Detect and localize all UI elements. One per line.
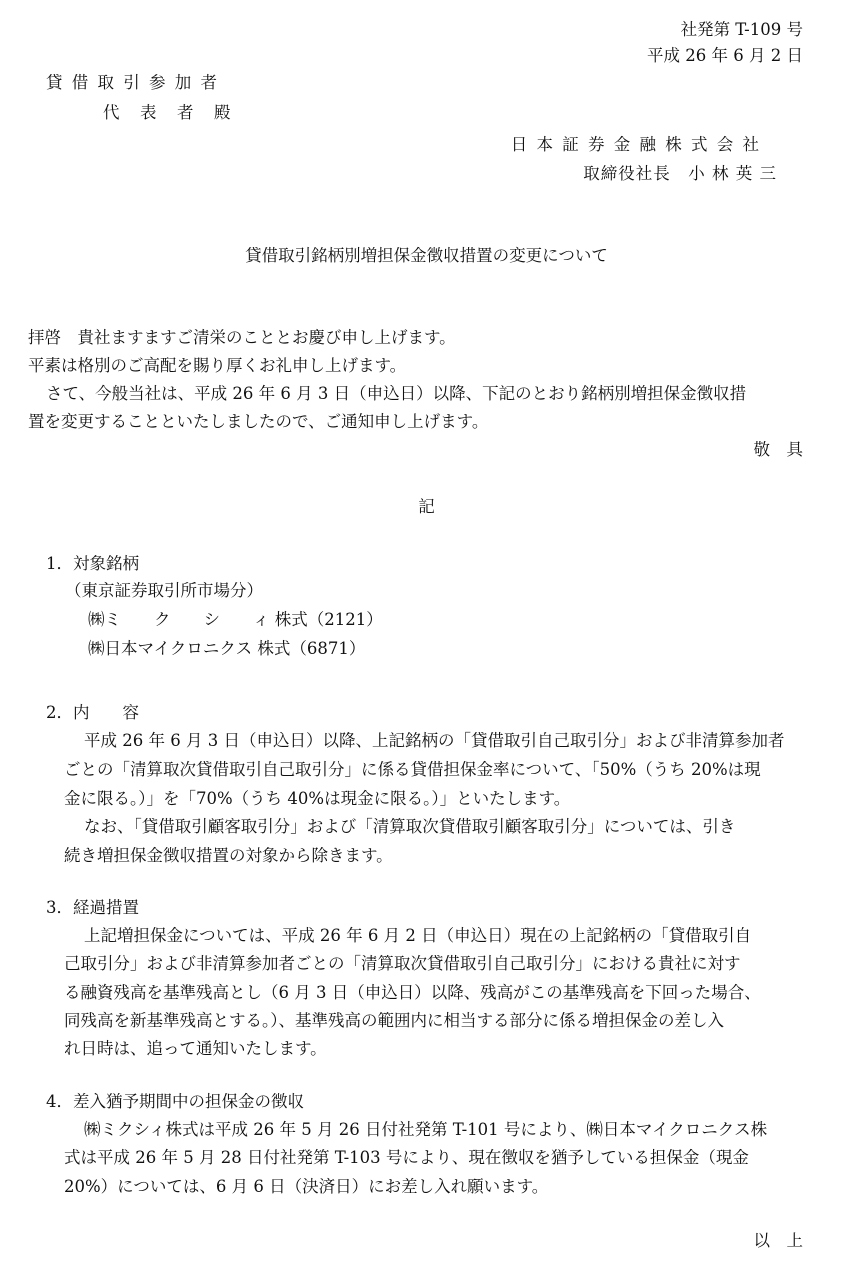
section-2-line-4: なお、「貸借取引顧客取引分」および「清算取次貸借取引顧客取引分」については、引き [84,817,736,836]
section-4-line-1: ㈱ミクシィ株式は平成 26 年 5 月 26 日付社発第 T-101 号により、㈱日本マイクロニクス株 [84,1120,768,1139]
section-2-line-5: 続き増担保金徴収措置の対象から除きます。 [64,846,393,865]
section-1-market: （東京証券取引所市場分） [65,581,263,600]
recipient-line-2: 代 表 者 殿 [103,103,233,122]
section-1-stock-2: ㈱日本マイクロニクス 株式（6871） [88,639,366,658]
recipient-line-1: 貸 借 取 引 参 加 者 [46,73,219,92]
sender-person: 取締役社長 小 林 英 三 [583,164,777,183]
section-4-heading: 4．差入猶予期間中の担保金の徴収 [46,1092,304,1111]
section-2-heading: 2．内 容 [46,703,139,722]
document-number: 社発第 T-109 号 [680,20,803,39]
section-2-line-2: ごとの「清算取次貸借取引自己取引分」に係る貸借担保金率について、「50%（うち 20%は現 [64,760,761,779]
section-3-heading: 3．経過措置 [46,898,139,917]
ki-marker: 記 [418,497,435,516]
section-1-stock-1: ㈱ミ ク シ ィ 株式（2121） [88,610,383,629]
section-3-line-5: れ日時は、追って通知いたします。 [64,1039,327,1058]
greeting-line-2: 平素は格別のご高配を賜り厚くお礼申し上げます。 [28,356,407,375]
greeting-line-4: 置を変更することといたしましたので、ご通知申し上げます。 [28,412,489,431]
section-1-heading: 1．対象銘柄 [46,554,139,573]
closing-ijou: 以 上 [753,1231,803,1250]
sender-company: 日 本 証 券 金 融 株 式 会 社 [510,135,761,154]
greeting-line-1: 拝啓 貴社ますますご清栄のこととお慶び申し上げます。 [28,328,456,347]
greeting-line-3: さて、今般当社は、平成 26 年 6 月 3 日（申込日）以降、下記のとおり銘柄別増担保金徴収措 [46,384,747,403]
section-4-line-3: 20%）については、6 月 6 日（決済日）にお差し入れ願います。 [64,1177,549,1196]
section-2-line-1: 平成 26 年 6 月 3 日（申込日）以降、上記銘柄の「貸借取引自己取引分」および非清算参加者 [84,731,785,750]
document-date: 平成 26 年 6 月 2 日 [647,46,803,65]
section-4-line-2: 式は平成 26 年 5 月 28 日付社発第 T-103 号により、現在徴収を猶予している担保金（現金 [64,1148,749,1167]
section-3-line-3: る融資残高を基準残高とし（6 月 3 日（申込日）以降、残高がこの基準残高を下回った場合、 [64,983,761,1002]
section-3-line-4: 同残高を新基準残高とする。）、基準残高の範囲内に相当する部分に係る増担保金の差し入 [64,1011,724,1030]
closing-keigu: 敬 具 [753,440,803,459]
section-3-line-2: 己取引分」および非清算参加者ごとの「清算取次貸借取引自己取引分」における貴社に対す [64,954,741,973]
document-title: 貸借取引銘柄別増担保金徴収措置の変更について [245,246,608,265]
section-2-line-3: 金に限る。）」を「70%（うち 40%は現金に限る。）」といたします。 [64,789,571,808]
section-3-line-1: 上記増担保金については、平成 26 年 6 月 2 日（申込日）現在の上記銘柄の「貸借取引自 [84,926,752,945]
